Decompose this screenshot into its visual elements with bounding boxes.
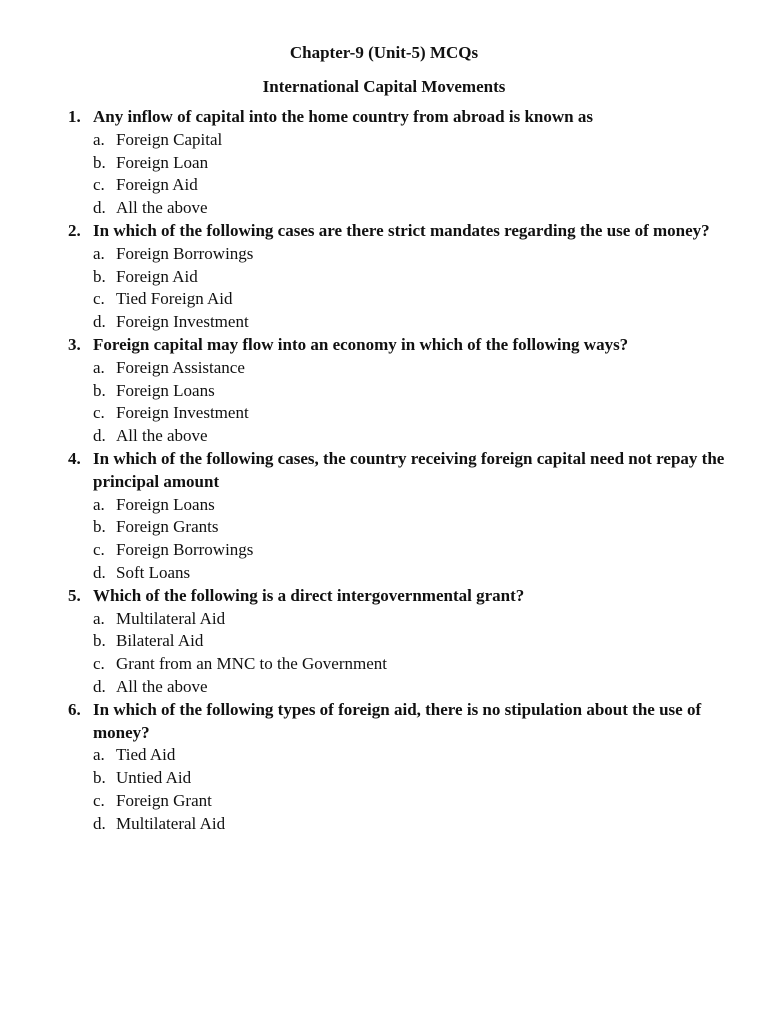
option-text: Tied Foreign Aid — [116, 289, 233, 309]
option-text: Foreign Loan — [116, 152, 209, 172]
option-letter: c. — [93, 540, 105, 560]
question-text: In which of the following cases, the country receiving foreign capital need not repay the principal amount — [93, 448, 725, 491]
option-a — [93, 608, 728, 631]
option-text: Foreign Borrowings — [116, 243, 254, 263]
option-a — [93, 357, 728, 380]
option-letter: c. — [93, 403, 105, 423]
question-number: 6. — [68, 699, 81, 719]
option-list — [93, 357, 728, 448]
option-letter: a. — [93, 129, 105, 149]
option-a — [93, 744, 728, 767]
question-2 — [68, 220, 728, 334]
option-text: Multilateral Aid — [116, 608, 226, 628]
option-letter: d. — [93, 198, 106, 218]
option-b — [93, 630, 728, 653]
option-letter: a. — [93, 745, 105, 765]
option-c — [93, 288, 728, 311]
option-text: Foreign Assistance — [116, 357, 245, 377]
option-letter: b. — [93, 152, 106, 172]
option-text: Untied Aid — [116, 768, 192, 788]
option-letter: b. — [93, 380, 106, 400]
option-list — [93, 243, 728, 334]
option-letter: d. — [93, 676, 106, 696]
option-d — [93, 197, 728, 220]
option-text: Foreign Investment — [116, 403, 249, 423]
question-6 — [68, 699, 728, 836]
option-letter: c. — [93, 654, 105, 674]
option-text: Bilateral Aid — [116, 631, 204, 651]
question-number: 1. — [68, 107, 81, 126]
page-title: Chapter-9 (Unit-5) MCQs — [289, 43, 479, 62]
option-letter: c. — [93, 175, 105, 195]
option-letter: a. — [93, 608, 105, 628]
option-text: Foreign Borrowings — [116, 540, 254, 560]
option-c — [93, 790, 728, 813]
option-text: Grant from an MNC to the Government — [116, 654, 387, 674]
option-b — [93, 152, 728, 175]
option-text: Foreign Loans — [116, 380, 215, 400]
option-text: Soft Loans — [116, 562, 191, 582]
question-number: 3. — [68, 334, 81, 354]
option-letter: b. — [93, 768, 106, 788]
option-c — [93, 174, 728, 197]
option-text: Foreign Aid — [116, 266, 198, 286]
option-d — [93, 813, 728, 836]
option-d — [93, 311, 728, 334]
option-list — [93, 608, 728, 699]
option-text: Tied Aid — [116, 745, 176, 765]
option-letter: d. — [93, 562, 106, 582]
option-text: Foreign Aid — [116, 175, 198, 195]
option-letter: d. — [93, 813, 106, 833]
option-c — [93, 539, 728, 562]
option-a — [93, 243, 728, 266]
question-3 — [68, 334, 728, 448]
question-text: Any inflow of capital into the home country from abroad is known as — [93, 107, 593, 126]
option-letter: b. — [93, 631, 106, 651]
option-text: Foreign Grants — [116, 517, 219, 537]
question-text: In which of the following cases are there strict mandates regarding the use of money? — [93, 220, 710, 240]
option-text: Foreign Investment — [116, 312, 249, 332]
option-text: Foreign Grant — [116, 790, 212, 810]
question-5 — [68, 585, 728, 699]
option-b — [93, 266, 728, 289]
option-text: Foreign Loans — [116, 494, 215, 514]
option-letter: c. — [93, 289, 105, 309]
question-list — [68, 106, 728, 836]
option-text: All the above — [116, 426, 208, 446]
question-text: In which of the following types of foreign aid, there is no stipulation about the use of money? — [93, 699, 702, 742]
option-c — [93, 402, 728, 425]
question-text: Foreign capital may flow into an economy in which of the following ways? — [93, 334, 629, 354]
option-d — [93, 562, 728, 585]
question-1 — [68, 106, 728, 220]
option-letter: a. — [93, 494, 105, 514]
option-c — [93, 653, 728, 676]
option-b — [93, 767, 728, 790]
question-number: 2. — [68, 220, 81, 240]
option-list — [93, 129, 728, 220]
option-list — [93, 494, 728, 585]
option-letter: d. — [93, 312, 106, 332]
option-letter: b. — [93, 266, 106, 286]
option-text: Foreign Capital — [116, 129, 223, 149]
page-subtitle: International Capital Movements — [262, 77, 506, 96]
option-letter: d. — [93, 426, 106, 446]
option-list — [93, 744, 728, 835]
option-text: All the above — [116, 198, 208, 218]
option-letter: b. — [93, 517, 106, 537]
option-letter: c. — [93, 790, 105, 810]
option-d — [93, 425, 728, 448]
question-4 — [68, 448, 728, 585]
option-text: All the above — [116, 676, 208, 696]
option-letter: a. — [93, 243, 105, 263]
question-number: 5. — [68, 585, 81, 605]
option-letter: a. — [93, 357, 105, 377]
option-a — [93, 494, 728, 517]
option-d — [93, 676, 728, 699]
option-text: Multilateral Aid — [116, 813, 226, 833]
option-b — [93, 380, 728, 403]
question-text: Which of the following is a direct intergovernmental grant? — [93, 585, 525, 605]
option-b — [93, 516, 728, 539]
question-number: 4. — [68, 448, 81, 468]
option-a — [93, 129, 728, 152]
